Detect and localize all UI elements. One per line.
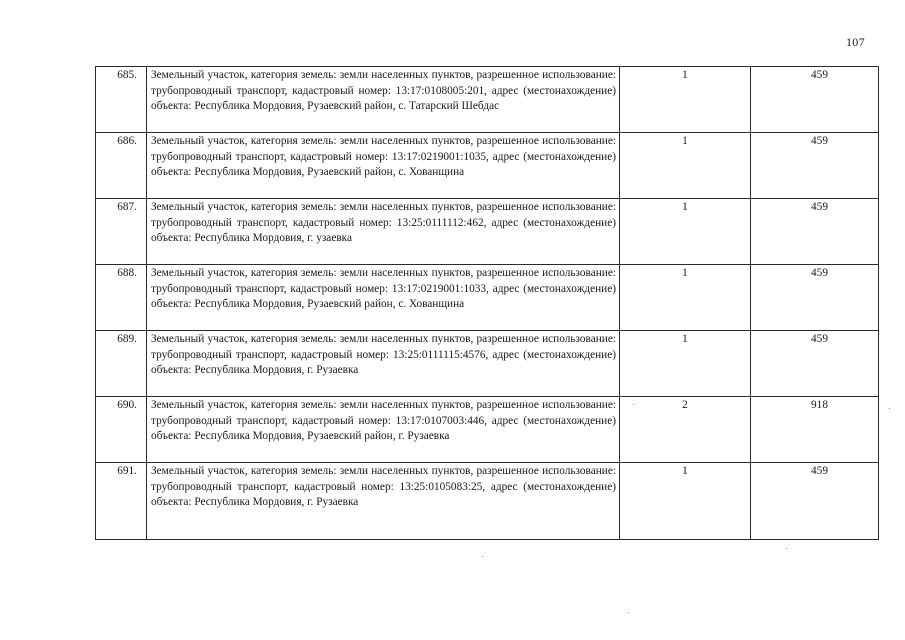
scan-speck xyxy=(628,612,629,613)
scan-speck xyxy=(786,548,787,549)
row-description: Земельный участок, категория земель: земли населенных пунктов, разрешенное использование: трубопроводный транспорт, кадастровый номер: 13:17:0219001:1035, адрес (местонахождение) объекта: Республика Мордовия, Рузаевский район, с. Хованщина xyxy=(147,133,620,199)
row-quantity: 1 xyxy=(682,201,688,213)
row-value-cell xyxy=(751,265,879,331)
table-row xyxy=(96,331,879,397)
table-row xyxy=(96,67,879,133)
row-quantity: 2 xyxy=(682,399,688,411)
row-quantity-cell xyxy=(620,67,751,133)
row-quantity: 1 xyxy=(682,69,688,81)
scan-speck xyxy=(482,556,483,557)
row-quantity: 1 xyxy=(682,333,688,345)
table-row xyxy=(96,133,879,199)
row-quantity-cell xyxy=(620,199,751,265)
row-description: Земельный участок, категория земель: земли населенных пунктов, разрешенное использование: трубопроводный транспорт, кадастровый номер: 13:25:0105083:25, адрес (местонахождение) объекта: Республика Мордовия, г. Рузаевка xyxy=(147,463,620,540)
row-number: 691. xyxy=(96,463,147,540)
row-value: 918 xyxy=(811,399,828,411)
row-value: 459 xyxy=(811,69,828,81)
row-quantity: 1 xyxy=(682,267,688,279)
row-quantity: 1 xyxy=(682,465,688,477)
row-value-cell xyxy=(751,199,879,265)
scan-speck xyxy=(633,404,634,405)
row-number: 687. xyxy=(96,199,147,265)
row-description: Земельный участок, категория земель: земли населенных пунктов, разрешенное использование: трубопроводный транспорт, кадастровый номер: 13:25:0111115:4576, адрес (местонахождение) объекта: Республика Мордовия, г. Рузаевка xyxy=(147,331,620,397)
page-number: 107 xyxy=(846,35,865,49)
row-value-cell xyxy=(751,133,879,199)
row-quantity-cell xyxy=(620,265,751,331)
table-row xyxy=(96,463,879,540)
property-registry-table xyxy=(95,66,879,540)
row-number: 688. xyxy=(96,265,147,331)
row-value: 459 xyxy=(811,333,828,345)
scan-speck xyxy=(889,408,890,409)
row-quantity-cell xyxy=(620,397,751,463)
row-description: Земельный участок, категория земель: земли населенных пунктов, разрешенное использование: трубопроводный транспорт, кадастровый номер: 13:17:0108005:201, адрес (местонахождение) объекта: Республика Мордовия, Рузаевский район, с. Татарский Шебдас xyxy=(147,67,620,133)
row-number: 686. xyxy=(96,133,147,199)
row-number: 689. xyxy=(96,331,147,397)
row-quantity-cell xyxy=(620,133,751,199)
row-value: 459 xyxy=(811,267,828,279)
table-row xyxy=(96,265,879,331)
row-description: Земельный участок, категория земель: земли населенных пунктов, разрешенное использование: трубопроводный транспорт, кадастровый номер: 13:17:0219001:1033, адрес (местонахождение) объекта: Республика Мордовия, Рузаевский район, с. Хованщина xyxy=(147,265,620,331)
row-value-cell xyxy=(751,397,879,463)
table-row xyxy=(96,397,879,463)
table-row xyxy=(96,199,879,265)
row-value: 459 xyxy=(811,201,828,213)
row-quantity: 1 xyxy=(682,135,688,147)
row-value-cell xyxy=(751,463,879,540)
row-description: Земельный участок, категория земель: земли населенных пунктов, разрешенное использование: трубопроводный транспорт, кадастровый номер: 13:25:0111112:462, адрес (местонахождение) объекта: Республика Мордовия, г. узаевка xyxy=(147,199,620,265)
row-value-cell xyxy=(751,331,879,397)
row-value-cell xyxy=(751,67,879,133)
row-value: 459 xyxy=(811,135,828,147)
row-number: 690. xyxy=(96,397,147,463)
row-description: Земельный участок, категория земель: земли населенных пунктов, разрешенное использование: трубопроводный транспорт, кадастровый номер: 13:17:0107003:446, адрес (местонахождение) объекта: Республика Мордовия, Рузаевский район, г. Рузаевка xyxy=(147,397,620,463)
row-quantity-cell xyxy=(620,463,751,540)
row-number: 685. xyxy=(96,67,147,133)
row-value: 459 xyxy=(811,465,828,477)
row-quantity-cell xyxy=(620,331,751,397)
